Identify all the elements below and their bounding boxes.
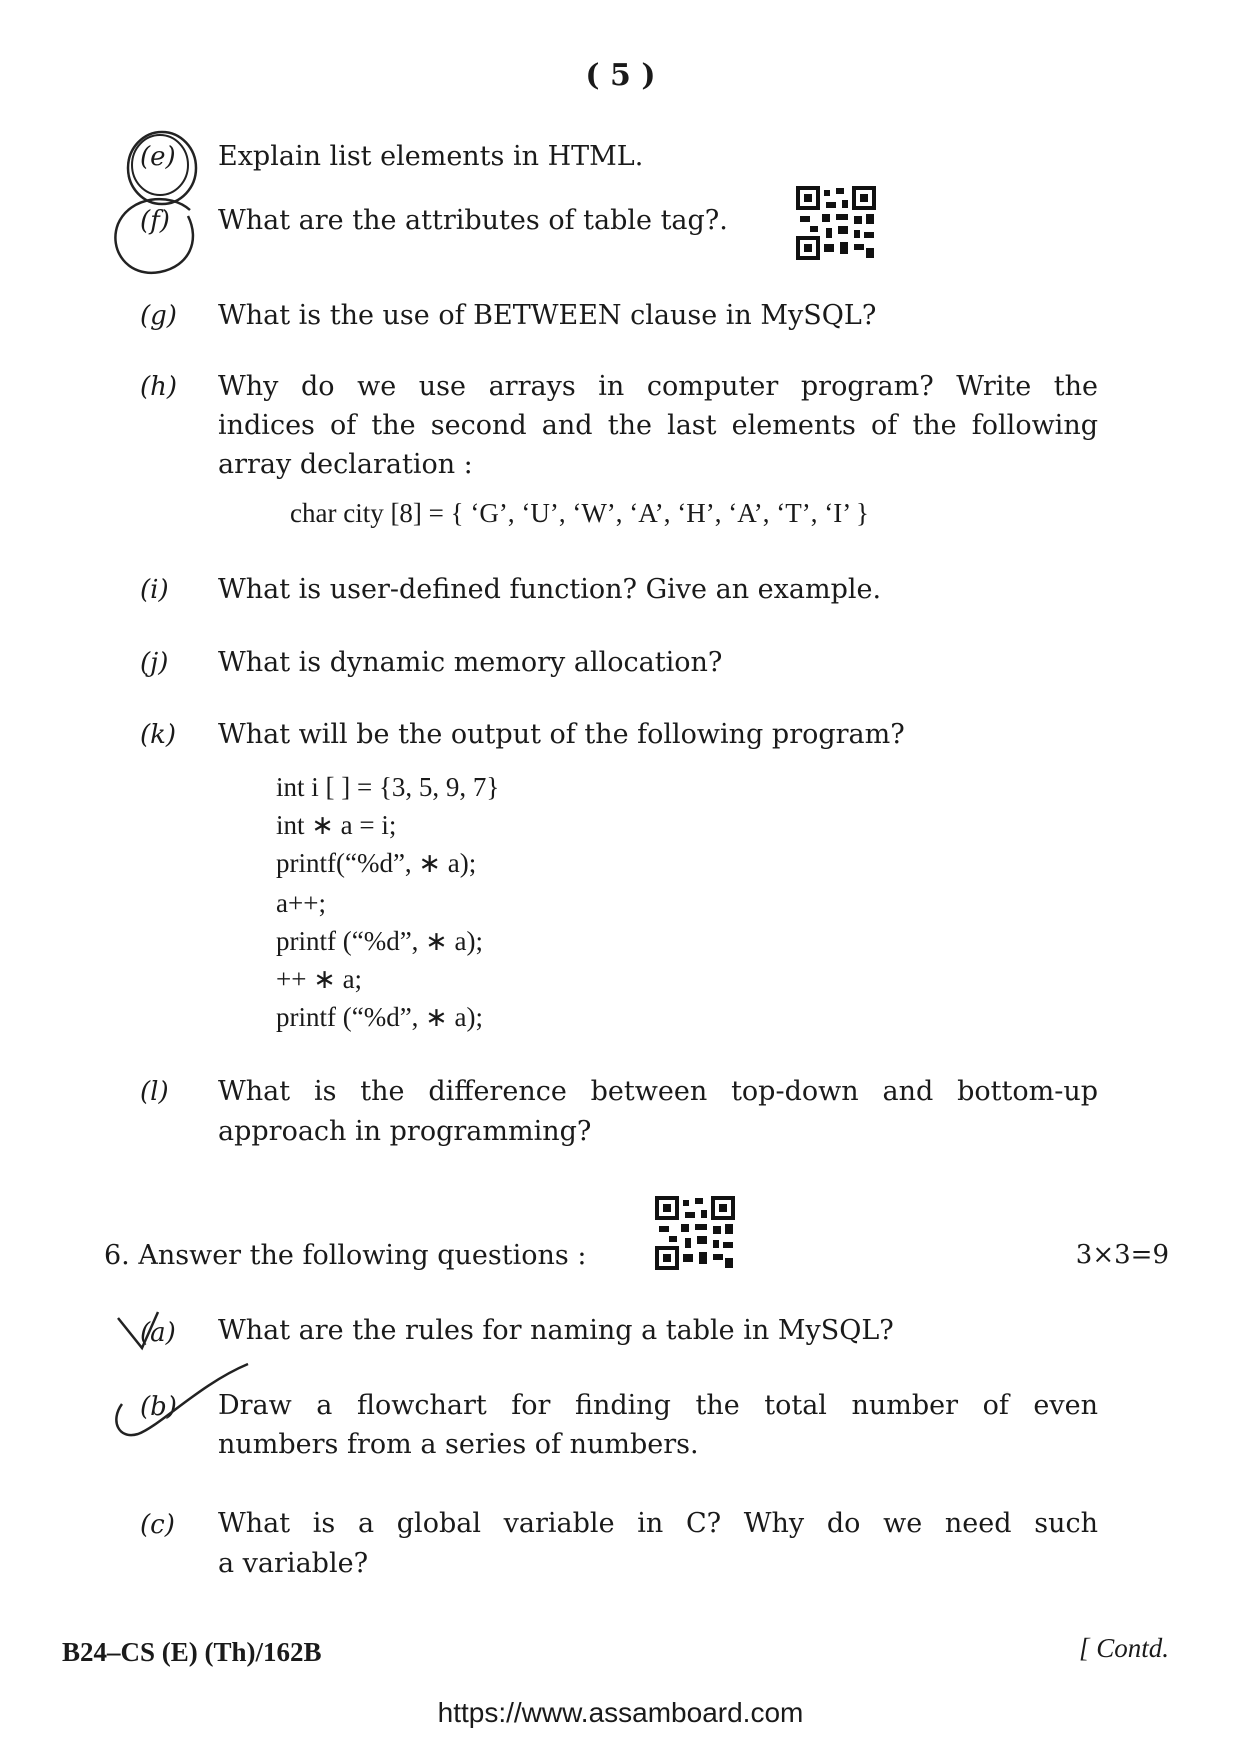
source-url: https://www.assamboard.com bbox=[437, 1697, 804, 1728]
question-text-line: approach in programming? bbox=[218, 1116, 592, 1147]
question-label: (j) bbox=[140, 648, 169, 678]
question-text: What are the attributes of table tag?. bbox=[218, 205, 728, 236]
question-text-line: a variable? bbox=[218, 1548, 369, 1579]
question-label: (b) bbox=[140, 1392, 177, 1422]
code-line: int i [ ] = {3, 5, 9, 7} bbox=[276, 772, 500, 802]
question-text-line: Draw a flowchart for finding the total number of even bbox=[218, 1390, 1098, 1421]
question-text: What is the use of BETWEEN clause in MySQL? bbox=[218, 300, 877, 331]
question-text: What is dynamic memory allocation? bbox=[218, 647, 723, 678]
question-text-line: indices of the second and the last elements of the following bbox=[218, 410, 1098, 441]
qr-code-icon bbox=[655, 1196, 735, 1270]
question-label: (g) bbox=[140, 301, 177, 331]
question-label: (k) bbox=[140, 720, 177, 750]
question-label: (l) bbox=[140, 1077, 169, 1107]
question-text: What is user-defined function? Give an example. bbox=[218, 574, 882, 605]
question-heading: 6. Answer the following questions : bbox=[104, 1240, 587, 1271]
question-text: Explain list elements in HTML. bbox=[218, 141, 644, 172]
question-text: What are the rules for naming a table in MySQL? bbox=[218, 1315, 894, 1346]
question-label: (c) bbox=[140, 1510, 175, 1540]
question-text-line: What is the difference between top-down and bottom-up bbox=[218, 1076, 1098, 1107]
paper-code: B24–CS (E) (Th)/162B bbox=[62, 1637, 322, 1667]
code-line: printf(“%d”, ∗ a); bbox=[276, 848, 477, 878]
code-line: printf (“%d”, ∗ a); bbox=[276, 1002, 484, 1032]
question-label: (f) bbox=[140, 206, 170, 236]
question-text: What will be the output of the following program? bbox=[218, 719, 905, 750]
code-line: a++; bbox=[276, 888, 326, 918]
question-text-line: array declaration : bbox=[218, 449, 473, 480]
qr-code-icon bbox=[796, 186, 876, 260]
question-label: (a) bbox=[140, 1318, 176, 1348]
question-text-line: Why do we use arrays in computer program? Write the bbox=[218, 371, 1098, 402]
code-line: printf (“%d”, ∗ a); bbox=[276, 926, 484, 956]
page-number: ( 5 ) bbox=[585, 58, 656, 93]
code-line: ++ ∗ a; bbox=[276, 964, 363, 994]
question-label: (h) bbox=[140, 372, 178, 402]
marks-allocation: 3×3=9 bbox=[1075, 1240, 1169, 1270]
array-declaration: char city [8] = { ‘G’, ‘U’, ‘W’, ‘A’, ‘H’, ‘A’, ‘T’, ‘I’ } bbox=[290, 498, 869, 528]
question-label: (i) bbox=[140, 575, 169, 605]
question-text-line: What is a global variable in C? Why do we need such bbox=[218, 1508, 1098, 1539]
code-line: int ∗ a = i; bbox=[276, 810, 397, 840]
question-text-line: numbers from a series of numbers. bbox=[218, 1429, 699, 1460]
continued-marker: [ Contd. bbox=[1078, 1633, 1169, 1663]
question-label: (e) bbox=[140, 142, 176, 172]
